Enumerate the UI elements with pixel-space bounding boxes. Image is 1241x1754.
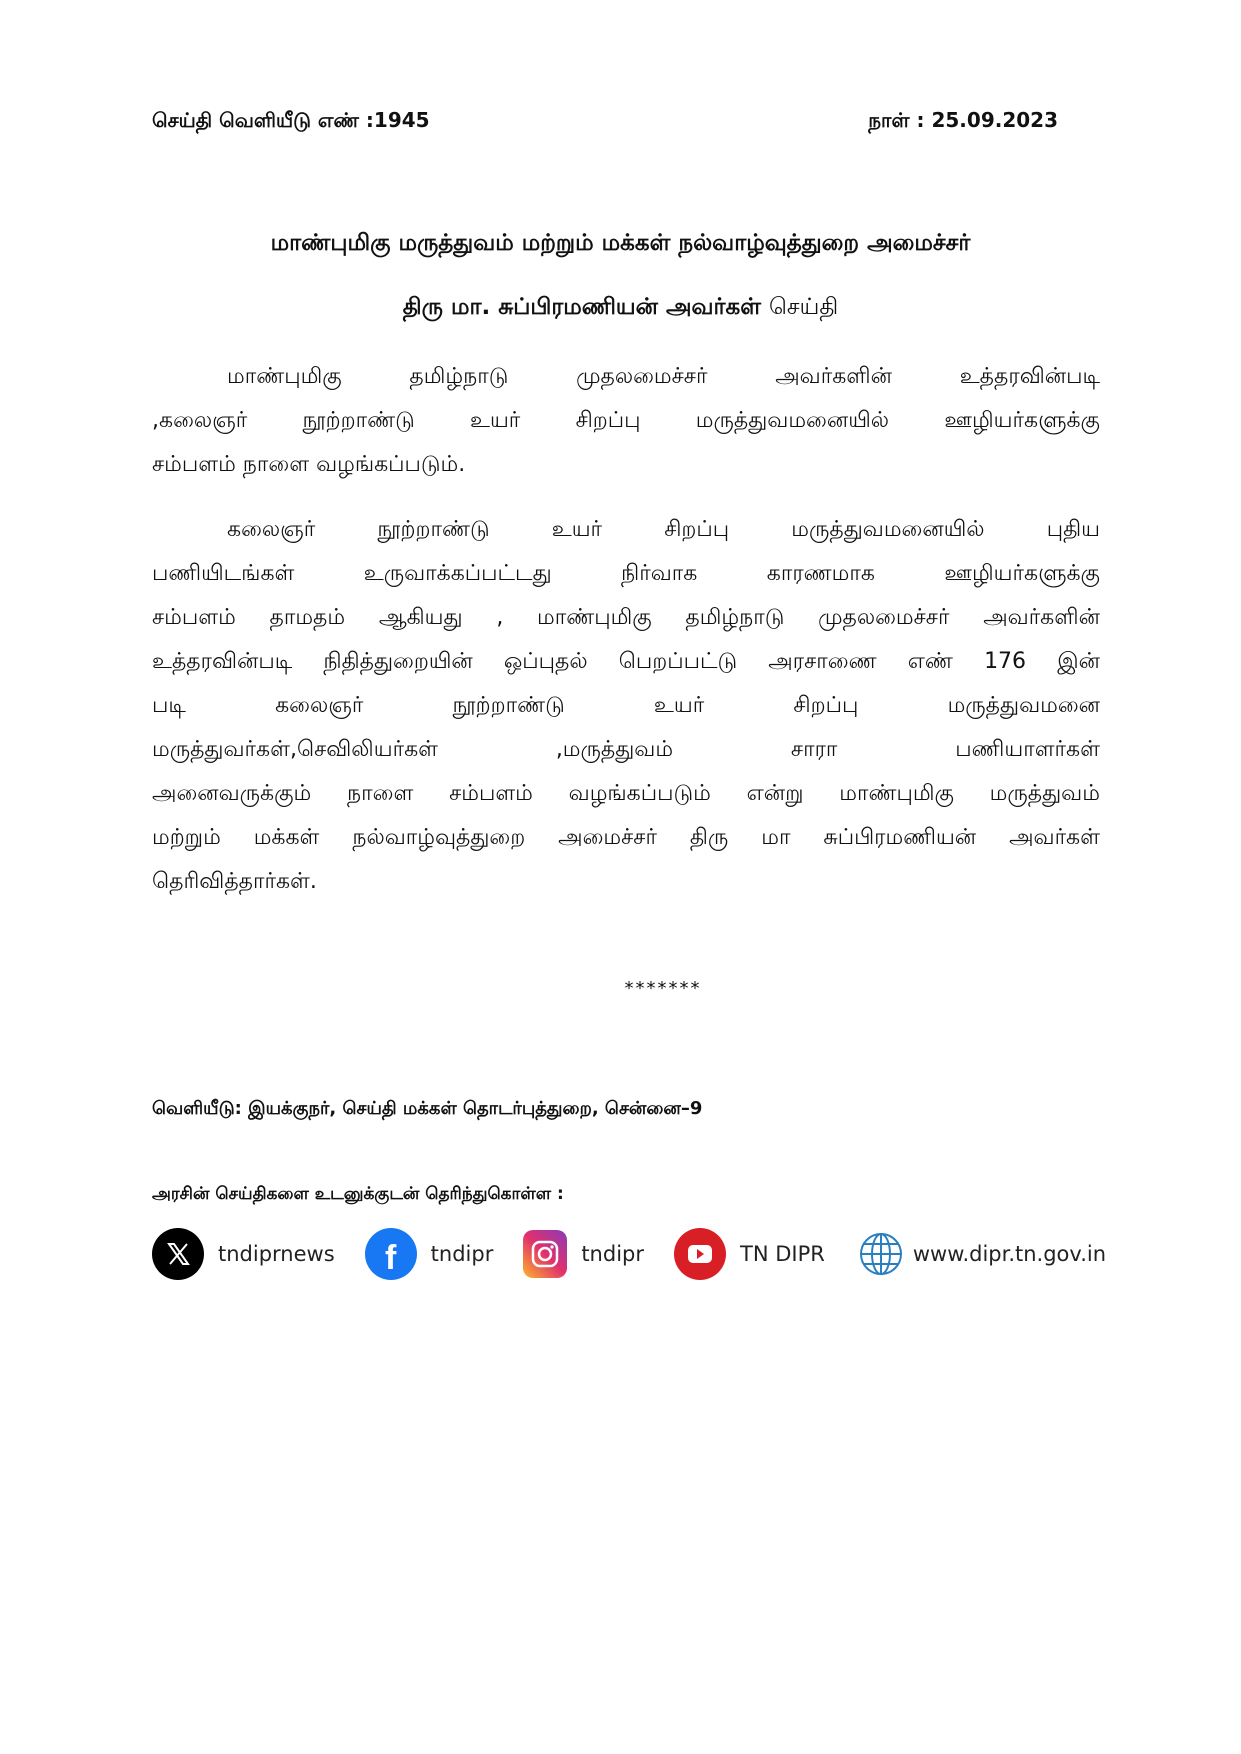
word: தமிழ்நாடு [685, 605, 785, 630]
paragraph-line [152, 399, 1100, 443]
x-icon [152, 1228, 204, 1280]
word: உருவாக்கப்பட்டது [363, 561, 552, 586]
word: காரணமாக [766, 561, 875, 586]
word: நல்வாழ்வுத்துறை [352, 825, 526, 850]
word: ஊழியர்களுக்கு [944, 408, 1100, 433]
paragraph-line [152, 728, 1100, 772]
instagram-icon [523, 1230, 567, 1278]
word: நிதித்துறையின் [323, 649, 473, 674]
word: சிறப்பு [664, 517, 730, 542]
title-line-2 [0, 294, 1241, 323]
title-line-1: மாண்புமிகு மருத்துவம் மற்றும் மக்கள் நல்வாழ்வுத்துறை அமைச்சர் [270, 230, 971, 256]
word: மருத்துவம் [989, 781, 1100, 806]
social-label: tndipr [430, 1242, 494, 1266]
word: சுப்பிரமணியன் [823, 825, 977, 850]
social-instagram[interactable] [523, 1230, 644, 1278]
paragraph-line [152, 772, 1100, 816]
word: மருத்துவமனையில் [695, 408, 890, 433]
word: அவர்கள் [1009, 825, 1100, 850]
word: மா [761, 825, 791, 850]
word: திரு [689, 825, 729, 850]
paragraph-line [152, 816, 1100, 860]
separator: ******* [624, 978, 702, 999]
publisher-line: வெளியீடு: இயக்குநர், செய்தி மக்கள் தொடர்புத்துறை, சென்னை–9 [152, 1098, 703, 1119]
word: ஊழியர்களுக்கு [944, 561, 1100, 586]
word: உத்தரவின்படி [152, 649, 293, 674]
word: மற்றும் [152, 825, 221, 850]
word: நூற்றாண்டு [377, 517, 490, 542]
word: பணியிடங்கள் [152, 561, 295, 586]
word: இன் [1057, 649, 1100, 674]
word: உயர் [469, 408, 521, 433]
word: சம்பளம் [449, 781, 533, 806]
release-date: நாள் : 25.09.2023 [868, 108, 1058, 132]
word: அரசாணை [768, 649, 877, 674]
social-label: TN DIPR [740, 1242, 825, 1266]
paragraph-line [152, 596, 1100, 640]
word: ஒப்புதல் [503, 649, 588, 674]
word: மருத்துவமனையில் [791, 517, 985, 542]
word: அனைவருக்கும் [152, 781, 312, 806]
word: முதலமைச்சர் [576, 364, 708, 389]
word: சம்பளம் [152, 605, 236, 630]
word: பெறப்பட்டு [618, 649, 738, 674]
word: மாண்புமிகு [227, 364, 342, 389]
social-label: tndipr [581, 1242, 644, 1266]
word: படி [152, 693, 186, 718]
word: சாரா [790, 737, 838, 762]
word: மருத்துவர்கள்,செவிலியர்கள் [152, 737, 438, 762]
paragraph-2 [152, 508, 1100, 904]
word: எண் [907, 649, 953, 674]
minister-name: திரு மா. சுப்பிரமணியன் அவர்கள் [402, 294, 761, 320]
word: கலைஞர் [275, 693, 364, 718]
paragraph-line [152, 640, 1100, 684]
word: வழங்கப்படும் [568, 781, 711, 806]
social-facebook[interactable] [365, 1228, 494, 1280]
paragraph-line: தெரிவித்தார்கள். [152, 869, 317, 894]
word: நாளை [347, 781, 414, 806]
word: என்று [746, 781, 804, 806]
social-x[interactable] [152, 1228, 335, 1280]
word: , [496, 605, 504, 630]
word: புதிய [1046, 517, 1100, 542]
word: சிறப்பு [575, 408, 641, 433]
word: உயர் [653, 693, 705, 718]
youtube-icon [674, 1228, 726, 1280]
social-label: tndiprnews [218, 1242, 335, 1266]
word: பணியாளர்கள் [955, 737, 1100, 762]
word: மருத்துவமனை [947, 693, 1100, 718]
release-number: செய்தி வெளியீடு எண் :1945 [152, 108, 430, 132]
word: தாமதம் [269, 605, 346, 630]
paragraph-line [152, 355, 1100, 399]
social-label: www.dipr.tn.gov.in [912, 1242, 1107, 1266]
word: உயர் [551, 517, 603, 542]
title-suffix: செய்தி [769, 294, 839, 320]
facebook-icon: f [365, 1228, 417, 1280]
word: மாண்புமிகு [839, 781, 954, 806]
social-website[interactable] [855, 1228, 1106, 1280]
follow-prompt: அரசின் செய்திகளை உடனுக்குடன் தெரிந்துகொள்ள : [152, 1184, 564, 1204]
social-links [152, 1228, 1136, 1280]
word: முதலமைச்சர் [818, 605, 950, 630]
word: ,கலைஞர் [152, 408, 248, 433]
paragraph-line [152, 552, 1100, 596]
paragraph-line [152, 508, 1100, 552]
word: மாண்புமிகு [537, 605, 652, 630]
word: மக்கள் [253, 825, 320, 850]
word: சிறப்பு [793, 693, 859, 718]
word: கலைஞர் [227, 517, 316, 542]
word: அவர்களின் [775, 364, 892, 389]
globe-icon [855, 1228, 907, 1280]
word: அமைச்சர் [558, 825, 657, 850]
paragraph-1 [152, 355, 1100, 487]
social-youtube[interactable] [674, 1228, 825, 1280]
word: நூற்றாண்டு [452, 693, 565, 718]
paragraph-line: சம்பளம் நாளை வழங்கப்படும். [152, 452, 466, 477]
word: 176 [984, 649, 1027, 674]
word: நூற்றாண்டு [302, 408, 415, 433]
word: நிர்வாக [621, 561, 698, 586]
word: ,மருத்துவம் [555, 737, 674, 762]
paragraph-line [152, 684, 1100, 728]
word: உத்தரவின்படி [959, 364, 1100, 389]
word: அவர்களின் [983, 605, 1100, 630]
word: தமிழ்நாடு [409, 364, 509, 389]
word: ஆகியது [378, 605, 463, 630]
